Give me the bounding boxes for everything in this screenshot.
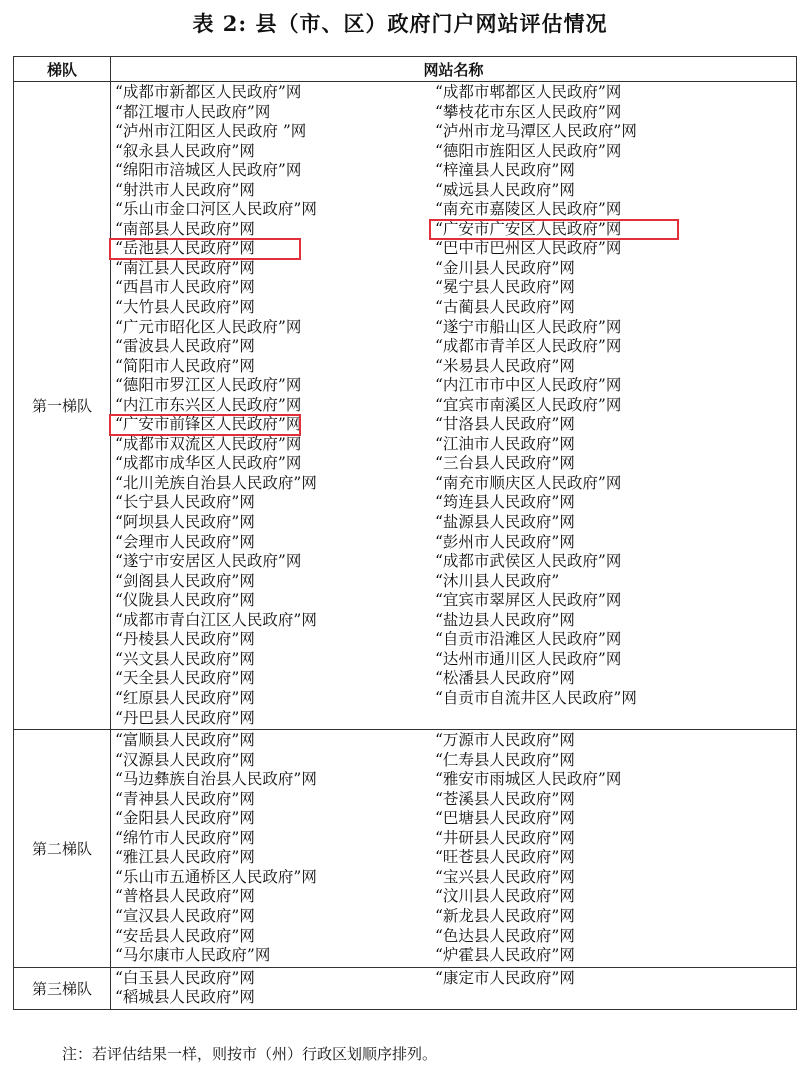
- site-name: “兴文县人民政府”网: [115, 649, 255, 668]
- highlighted-site-name: “广安市前锋区人民政府”网: [115, 415, 433, 435]
- site-name: “绵竹市人民政府”网: [115, 828, 255, 847]
- tier-row: [14, 730, 797, 968]
- site-name: “天全县人民政府”网: [115, 669, 255, 688]
- site-name: “雅安市雨城区人民政府”网: [435, 770, 622, 789]
- site-name: “泸州市江阳区人民政府 ”网: [115, 122, 307, 141]
- site-name: “金阳县人民政府”网: [115, 809, 255, 828]
- site-name: “宜宾市翠屏区人民政府”网: [435, 591, 622, 610]
- highlighted-site-name: “广安市广安区人民政府”网: [435, 220, 765, 240]
- site-name: “遂宁市船山区人民政府”网: [435, 317, 622, 336]
- site-name: “米易县人民政府”网: [435, 356, 575, 375]
- header-sites: 网站名称: [111, 57, 797, 82]
- site-name: “万源市人民政府”网: [435, 731, 575, 750]
- site-name: “达州市通川区人民政府”网: [435, 649, 622, 668]
- site-name: “盐边县人民政府”网: [435, 610, 575, 629]
- site-column-right: [435, 969, 765, 1008]
- site-name: “松潘县人民政府”网: [435, 669, 575, 688]
- site-name: “丹棱县人民政府”网: [115, 630, 255, 649]
- site-name: “北川羌族自治县人民政府”网: [115, 473, 317, 492]
- header-row: [14, 57, 797, 82]
- site-name: “旺苍县人民政府”网: [435, 848, 575, 867]
- site-name: “成都市成华区人民政府”网: [115, 454, 302, 473]
- site-name: “自贡市沿滩区人民政府”网: [435, 630, 622, 649]
- site-column-left: [115, 969, 433, 1008]
- table-title: 表 2: 县（市、区）政府门户网站评估情况: [192, 11, 608, 36]
- tier-row: [14, 967, 797, 1009]
- site-name: “威远县人民政府”网: [435, 180, 575, 199]
- site-name: “盐源县人民政府”网: [435, 513, 575, 532]
- site-name: “大竹县人民政府”网: [115, 298, 255, 317]
- site-column-right: [435, 731, 765, 966]
- highlighted-site-name: “岳池县人民政府”网: [115, 239, 433, 259]
- site-name: “剑阁县人民政府”网: [115, 571, 255, 590]
- site-name: “雷波县人民政府”网: [115, 337, 255, 356]
- site-name: “绵阳市涪城区人民政府”网: [115, 161, 302, 180]
- site-name: “自贡市自流井区人民政府”网: [435, 688, 637, 707]
- footnote: 注：若评估结果一样，则按市（州）行政区划顺序排列。: [62, 1045, 438, 1063]
- site-name: “稻城县人民政府”网: [115, 988, 255, 1007]
- tier-name: 第二梯队: [14, 730, 111, 968]
- site-column-left: [115, 731, 433, 966]
- site-name: “长宁县人民政府”网: [115, 493, 255, 512]
- site-name: “成都市新都区人民政府”网: [115, 83, 302, 101]
- site-columns: [111, 730, 796, 967]
- site-name: “宝兴县人民政府”网: [435, 867, 575, 886]
- site-name: “汶川县人民政府”网: [435, 887, 575, 906]
- site-name: “梓潼县人民政府”网: [435, 161, 575, 180]
- site-name: “马边彝族自治县人民政府”网: [115, 770, 317, 789]
- site-name: “都江堰市人民政府”网: [115, 102, 271, 121]
- table-body: [14, 82, 797, 1010]
- tier-name: 第三梯队: [14, 967, 111, 1009]
- site-name: “雅江县人民政府”网: [115, 848, 255, 867]
- site-list-cell: [111, 967, 797, 1009]
- site-name: “苍溪县人民政府”网: [435, 789, 575, 808]
- site-name: “德阳市罗江区人民政府”网: [115, 376, 302, 395]
- site-name: “红原县人民政府”网: [115, 688, 255, 707]
- site-name: “成都市青白江区人民政府”网: [115, 610, 317, 629]
- tier-name: 第一梯队: [14, 82, 111, 730]
- site-name: “白玉县人民政府”网: [115, 968, 255, 987]
- site-name: “炉霍县人民政府”网: [435, 946, 575, 965]
- site-name: “内江市市中区人民政府”网: [435, 376, 622, 395]
- site-name: “井研县人民政府”网: [435, 828, 575, 847]
- site-name: “巴中市巴州区人民政府”网: [435, 239, 622, 258]
- site-name: “叙永县人民政府”网: [115, 141, 255, 160]
- site-name: “成都市武侯区人民政府”网: [435, 552, 622, 571]
- site-name: “攀枝花市东区人民政府”网: [435, 102, 622, 121]
- site-name: “沐川县人民政府”: [435, 571, 560, 590]
- site-name: “宜宾市南溪区人民政府”网: [435, 395, 622, 414]
- site-name: “青神县人民政府”网: [115, 789, 255, 808]
- evaluation-table: [13, 56, 797, 1010]
- site-column-right: [435, 83, 765, 728]
- site-name: “南部县人民政府”网: [115, 219, 255, 238]
- site-name: “富顺县人民政府”网: [115, 731, 255, 750]
- site-name: “江油市人民政府”网: [435, 434, 575, 453]
- site-name: “泸州市龙马潭区人民政府”网: [435, 122, 637, 141]
- site-name: “甘洛县人民政府”网: [435, 415, 575, 434]
- site-name: “丹巴县人民政府”网: [115, 708, 255, 727]
- site-name: “乐山市金口河区人民政府”网: [115, 200, 317, 219]
- site-name: “色达县人民政府”网: [435, 926, 575, 945]
- site-columns: [111, 968, 796, 1009]
- site-name: “宣汉县人民政府”网: [115, 906, 255, 925]
- site-name: “遂宁市安居区人民政府”网: [115, 552, 302, 571]
- site-list-cell: [111, 730, 797, 968]
- site-name: “仪陇县人民政府”网: [115, 591, 255, 610]
- site-list-cell: [111, 82, 797, 730]
- site-name: “阿坝县人民政府”网: [115, 513, 255, 532]
- site-name: “广元市昭化区人民政府”网: [115, 317, 302, 336]
- site-name: “简阳市人民政府”网: [115, 356, 255, 375]
- site-columns: [111, 82, 796, 729]
- site-name: “乐山市五通桥区人民政府”网: [115, 867, 317, 886]
- site-name: “射洪市人民政府”网: [115, 180, 255, 199]
- site-name: “冕宁县人民政府”网: [435, 278, 575, 297]
- site-name: “成都市双流区人民政府”网: [115, 434, 302, 453]
- site-name: “筠连县人民政府”网: [435, 493, 575, 512]
- site-name: “古蔺县人民政府”网: [435, 298, 575, 317]
- tier-row: [14, 82, 797, 730]
- site-name: “普格县人民政府”网: [115, 887, 255, 906]
- site-name: “新龙县人民政府”网: [435, 906, 575, 925]
- site-name: “马尔康市人民政府”网: [115, 946, 271, 965]
- site-name: “会理市人民政府”网: [115, 532, 255, 551]
- site-name: “安岳县人民政府”网: [115, 926, 255, 945]
- site-name: “汉源县人民政府”网: [115, 750, 255, 769]
- site-name: “内江市东兴区人民政府”网: [115, 395, 302, 414]
- site-name: “成都市青羊区人民政府”网: [435, 337, 622, 356]
- site-column-left: [115, 83, 433, 728]
- site-name: “南充市嘉陵区人民政府”网: [435, 200, 622, 219]
- site-name: “康定市人民政府”网: [435, 968, 575, 987]
- site-name: “南江县人民政府”网: [115, 258, 255, 277]
- site-name: “西昌市人民政府”网: [115, 278, 255, 297]
- header-tier: 梯队: [14, 57, 111, 82]
- site-name: “德阳市旌阳区人民政府”网: [435, 141, 622, 160]
- site-name: “成都市郫都区人民政府”网: [435, 83, 622, 101]
- site-name: “金川县人民政府”网: [435, 258, 575, 277]
- site-name: “彭州市人民政府”网: [435, 532, 575, 551]
- site-name: “巴塘县人民政府”网: [435, 809, 575, 828]
- site-name: “三台县人民政府”网: [435, 454, 575, 473]
- site-name: “南充市顺庆区人民政府”网: [435, 473, 622, 492]
- site-name: “仁寿县人民政府”网: [435, 750, 575, 769]
